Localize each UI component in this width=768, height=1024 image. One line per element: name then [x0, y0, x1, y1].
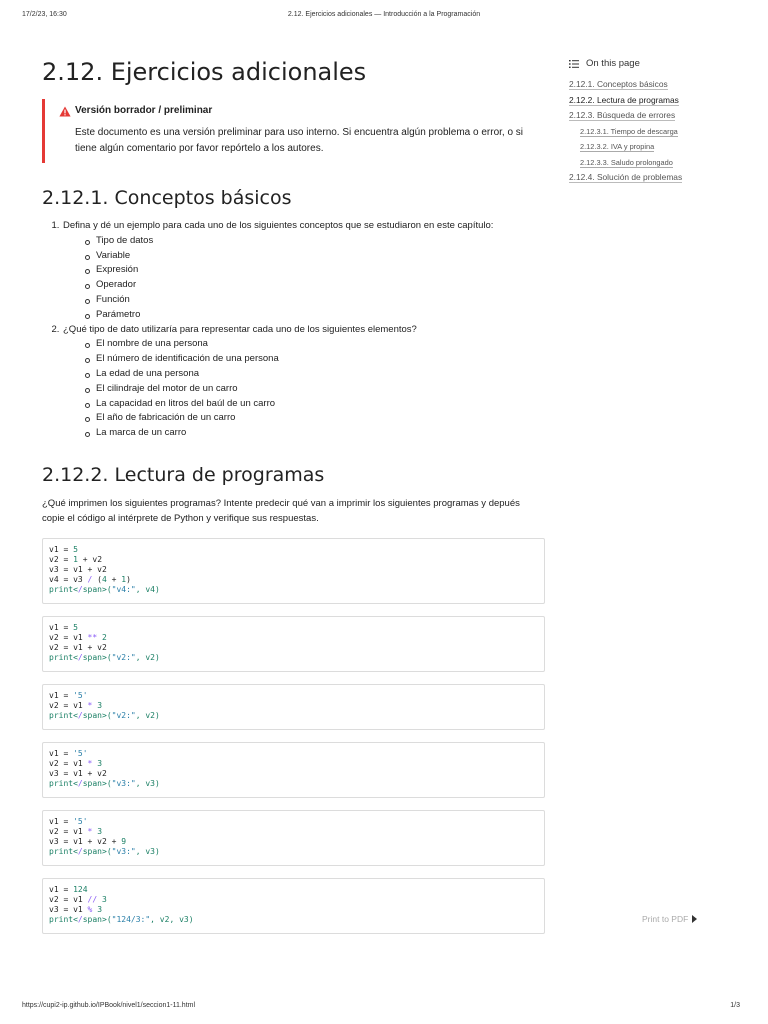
sublist-item: El año de fabricación de un carro [85, 411, 545, 426]
list-item-text: ¿Qué tipo de dato utilizaría para representar cada uno de los siguientes elementos? [63, 323, 417, 335]
toc-link[interactable] [569, 155, 719, 171]
code-block [42, 616, 545, 672]
admonition-body: Este documento es una versión preliminar para uso interno. Si encuentra algún problema o error, o si tiene algún comentario por favor repórtelo a los autores. [75, 127, 524, 154]
list-item-text: Defina y dé un ejemplo para cada uno de los siguientes conceptos que se estudiaron en este capítulo: [63, 220, 494, 231]
code-line: v1 = 5 [49, 622, 78, 632]
admonition-title-text: Versión borrador / preliminar [75, 105, 213, 116]
code-line: v1 = '5' [49, 816, 88, 826]
code-line: print</span>("v4:", v4) [49, 584, 160, 594]
toc-link-label: 2.12.1. Conceptos básicos [569, 79, 668, 89]
section-heading: 2.12.2. Lectura de programas [42, 463, 325, 486]
code-block [42, 810, 545, 866]
code-line: print</span>("v2:", v2) [49, 710, 160, 720]
section-conceptos-basicos [42, 187, 545, 441]
toc-link-label: 2.12.2. Lectura de programas [569, 94, 679, 105]
code-line: v1 = '5' [49, 690, 88, 700]
sublist [63, 234, 545, 323]
draft-admonition [42, 99, 545, 163]
sublist-item: El nombre de una persona [85, 337, 545, 352]
code-line: v3 = v1 + v2 [49, 768, 107, 778]
code-line: v2 = v1 // 3 [49, 894, 107, 904]
section-intro: ¿Qué imprimen los siguientes programas? Intente predecir qué van a imprimir los siguientes programas y depués copie el código al intérprete de Python y verifique sus respuestas. [42, 497, 520, 524]
toc-link-label: 2.12.3.1. Tiempo de descarga [580, 126, 678, 136]
toc-title [569, 58, 719, 69]
on-this-page-toc [569, 58, 719, 186]
code-line: v4 = v3 / (4 + 1) [49, 574, 131, 584]
toc-link[interactable] [569, 93, 719, 109]
code-line: v2 = 1 + v2 [49, 554, 103, 564]
print-url: https://cupi2-ip.github.io/IPBook/nivel1/seccion1-11.html [22, 1002, 196, 1009]
code-line: print</span>("v3:", v3) [49, 846, 160, 856]
code-line: v1 = '5' [49, 748, 88, 758]
sublist-item: Tipo de datos [85, 234, 545, 249]
play-icon [692, 915, 697, 923]
list-item [62, 323, 545, 441]
list-icon [569, 60, 579, 68]
sublist-item: Parámetro [85, 308, 545, 323]
code-line: v3 = v1 % 3 [49, 904, 103, 914]
code-line: v2 = v1 ** 2 [49, 632, 107, 642]
code-block [42, 684, 545, 730]
print-to-pdf-label: Print to PDF [642, 914, 689, 924]
concepts-list [42, 219, 545, 441]
code-block [42, 742, 545, 798]
toc-link[interactable] [569, 77, 719, 93]
sublist [63, 337, 545, 441]
print-doc-title: 2.12. Ejercicios adicionales — Introducción a la Programación [287, 11, 481, 18]
code-line: v2 = v1 + v2 [49, 642, 107, 652]
code-line: v1 = 5 [49, 544, 78, 554]
print-date: 17/2/23, 16:30 [22, 11, 67, 18]
toc-link-label: 2.12.3.3. Saludo prolongado [580, 157, 673, 167]
toc-link[interactable] [569, 108, 719, 124]
toc-title-text: On this page [586, 58, 640, 69]
sublist-item: El cilindraje del motor de un carro [85, 382, 545, 397]
admonition-title [59, 103, 545, 119]
section-heading: 2.12.1. Conceptos básicos [42, 187, 292, 209]
sublist-item: La edad de una persona [85, 367, 545, 382]
toc-link-label: 2.12.3. Búsqueda de errores [569, 110, 676, 120]
code-line: v3 = v1 + v2 [49, 564, 107, 574]
toc-link[interactable] [569, 124, 719, 140]
warning-icon [59, 106, 71, 117]
code-line: print</span>("124/3:", v2, v3) [49, 914, 194, 924]
sublist-item: La marca de un carro [85, 426, 545, 441]
sublist-item: Función [85, 293, 545, 308]
code-line: v2 = v1 * 3 [49, 826, 103, 836]
print-to-pdf-button[interactable] [642, 914, 697, 924]
print-page-number: 1/3 [730, 1002, 740, 1009]
sublist-item: El número de identificación de una persona [85, 352, 545, 367]
code-block [42, 878, 545, 934]
code-blocks [42, 538, 545, 934]
toc-link-label: 2.12.3.2. IVA y propina [580, 142, 655, 151]
code-line: v2 = v1 * 3 [49, 758, 103, 768]
page-title: 2.12. Ejercicios adicionales [42, 58, 367, 86]
code-line: print</span>("v2:", v2) [49, 652, 160, 662]
toc-link-label: 2.12.4. Solución de problemas [569, 172, 683, 182]
sublist-item: La capacidad en litros del baúl de un carro [85, 397, 545, 412]
code-line: v2 = v1 * 3 [49, 700, 103, 710]
toc-link[interactable] [569, 170, 719, 186]
section-lectura-programas [42, 464, 545, 934]
code-block [42, 538, 545, 604]
toc-links [569, 77, 719, 186]
sublist-item: Variable [85, 249, 545, 264]
sublist-item: Expresión [85, 263, 545, 278]
code-line: print</span>("v3:", v3) [49, 778, 160, 788]
code-line: v3 = v1 + v2 + 9 [49, 836, 127, 846]
main-content [42, 58, 545, 934]
toc-link[interactable] [569, 139, 719, 155]
code-line: v1 = 124 [49, 884, 88, 894]
sublist-item: Operador [85, 278, 545, 293]
list-item [62, 219, 545, 323]
